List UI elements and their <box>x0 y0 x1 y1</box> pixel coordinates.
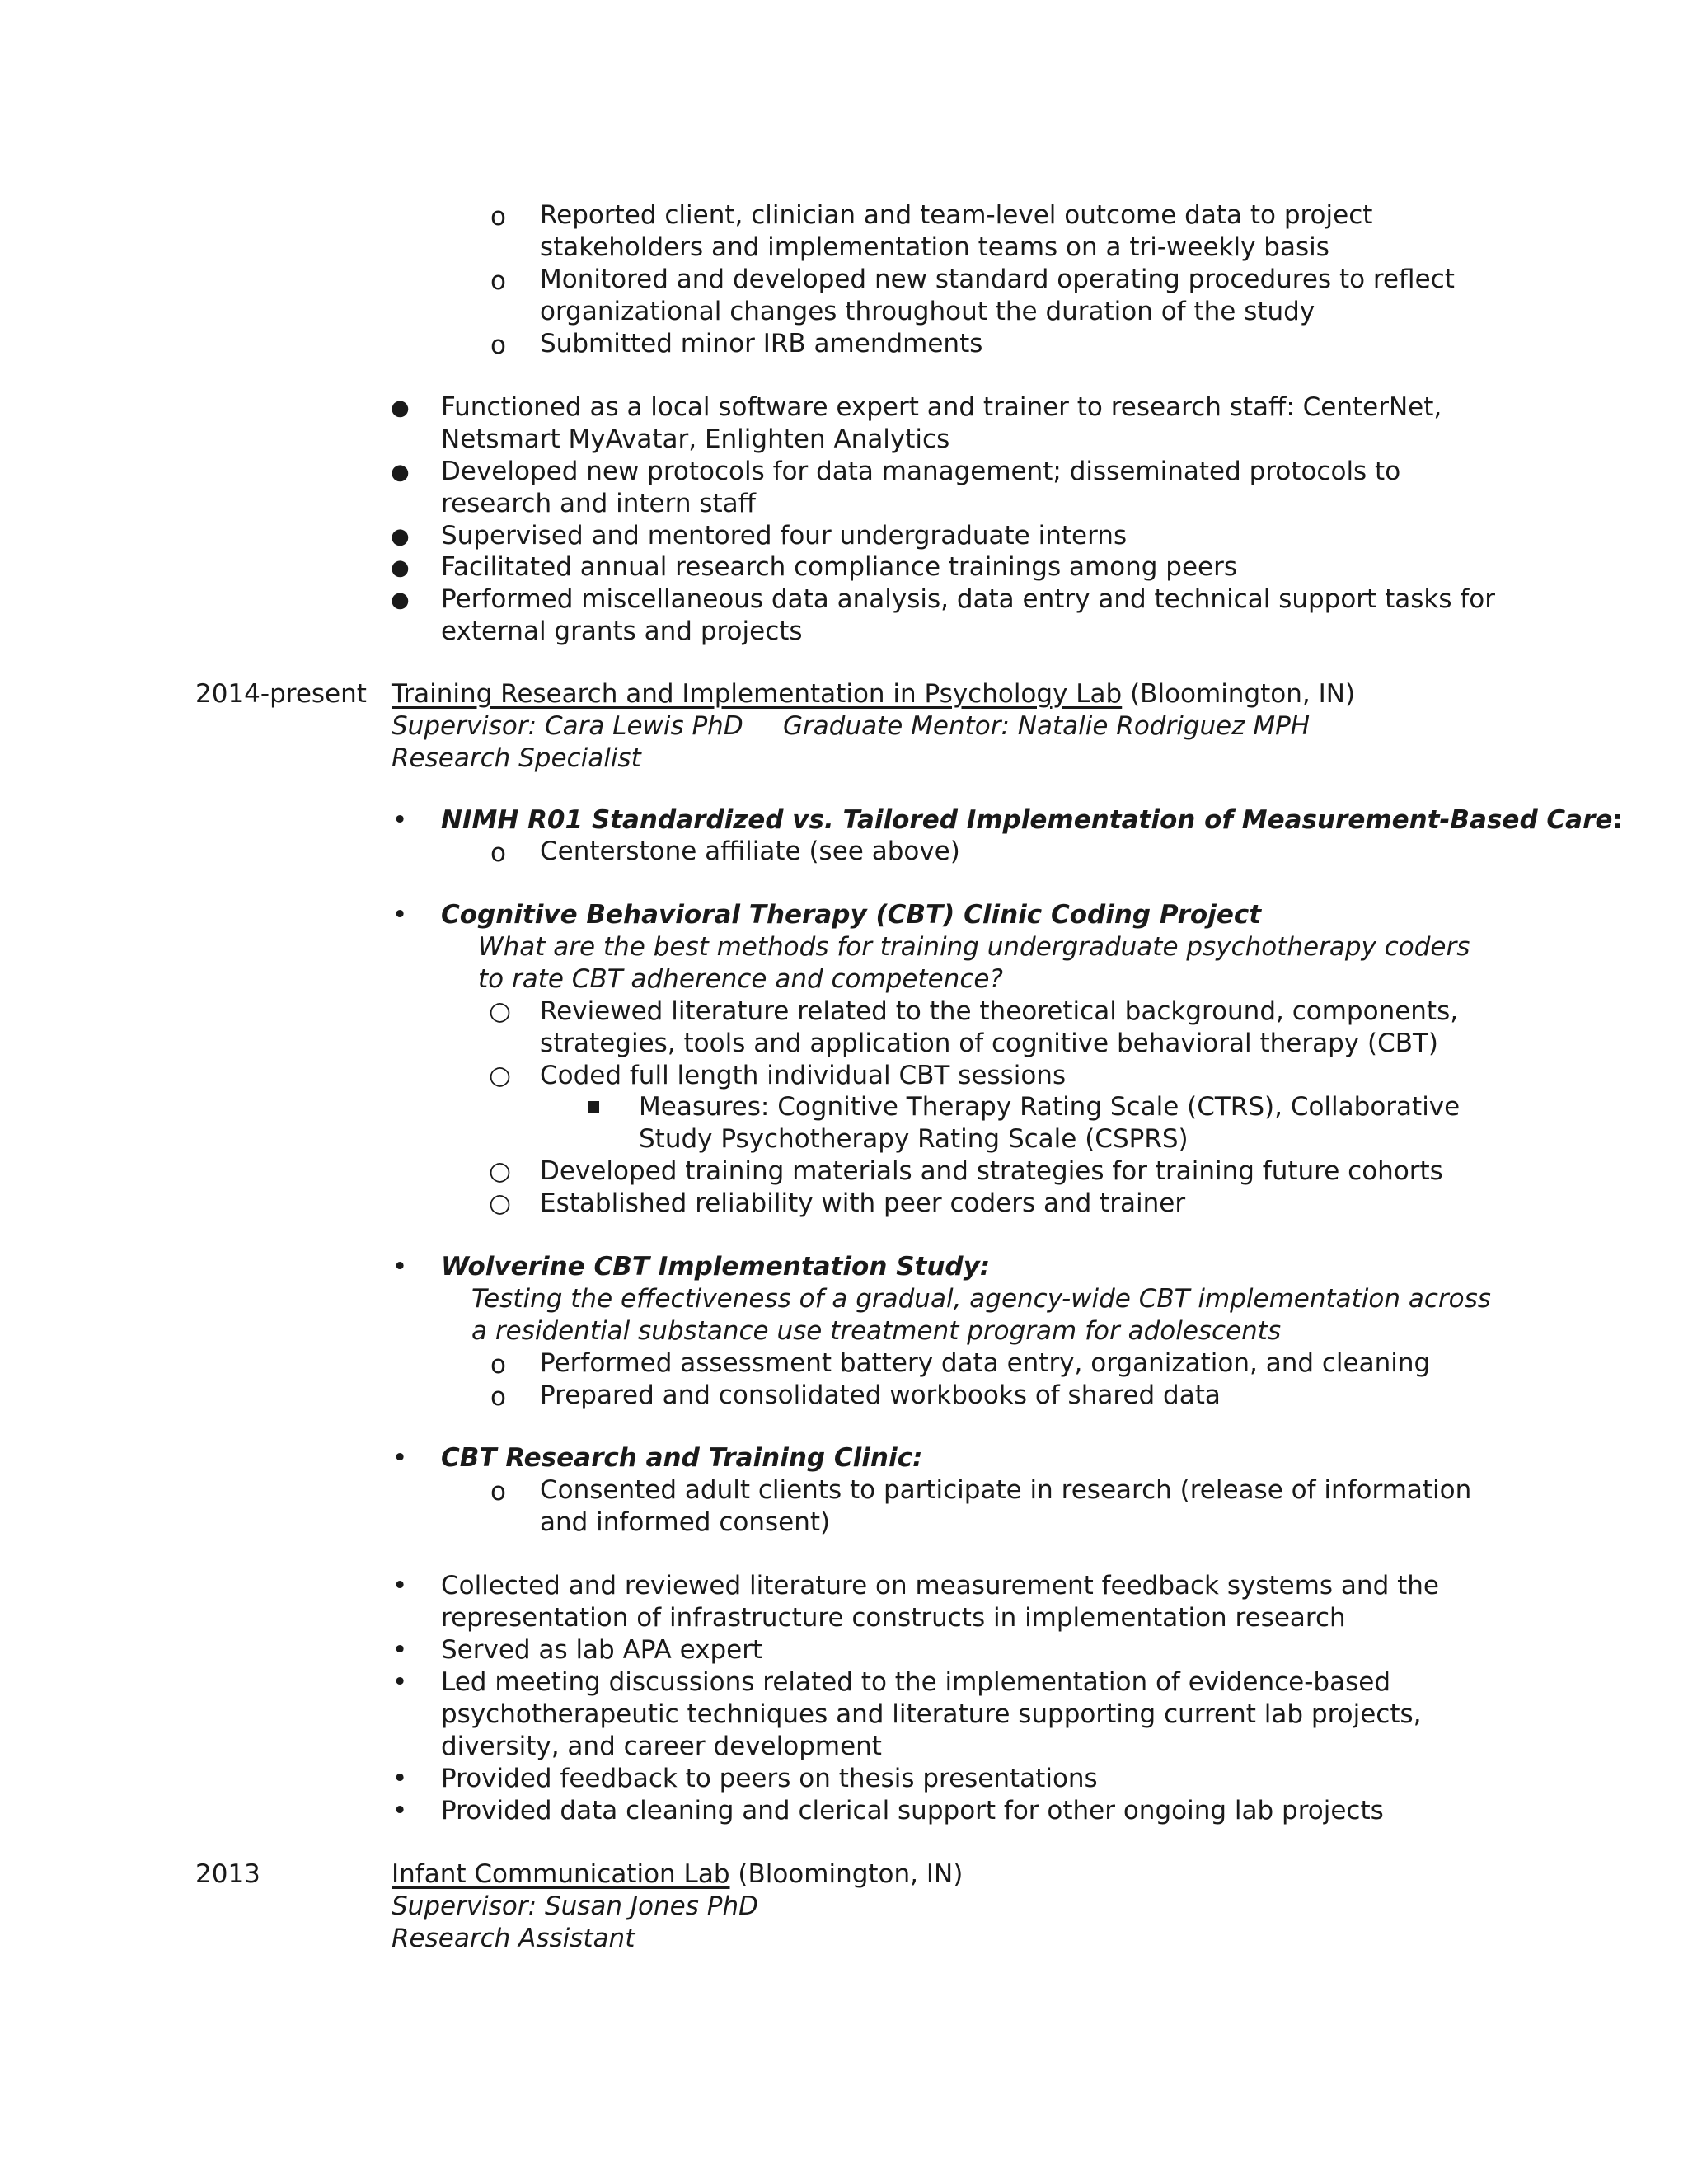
project-title: Wolverine CBT Implementation Study: <box>441 1252 991 1282</box>
sub-bullet-marker: o <box>490 1477 506 1507</box>
sub-bullet-text: and informed consent) <box>540 1507 831 1537</box>
sub-bullet-marker: o <box>490 202 506 232</box>
bullet-text: Developed new protocols for data management; disseminated protocols to <box>441 457 1401 486</box>
project-title: NIMH R01 Standardized vs. Tailored Implementation of Measurement-Based Care <box>441 805 1613 835</box>
sub-bullet-text: Prepared and consolidated workbooks of shared data <box>540 1380 1221 1410</box>
project-heading <box>441 804 1623 837</box>
project-question: to rate CBT adherence and competence? <box>478 964 1003 994</box>
sub-bullet-marker: ○ <box>489 1188 512 1218</box>
sub-bullet-text: Consented adult clients to participate in research (release of information <box>540 1475 1472 1505</box>
project-title-colon: : <box>1612 805 1623 835</box>
sub-bullet-text: strategies, tools and application of cognitive behavioral therapy (CBT) <box>540 1029 1439 1058</box>
measures-text: Study Psychotherapy Rating Scale (CSPRS) <box>639 1124 1189 1154</box>
project-title: Cognitive Behavioral Therapy (CBT) Clinic Coding Project <box>441 900 1262 930</box>
sub-bullet-marker: ○ <box>489 1156 512 1186</box>
sub-bullet-text: Reported client, clinician and team-level outcome data to project <box>540 200 1373 230</box>
bullet-marker: ● <box>391 524 410 549</box>
bullet-marker: • <box>392 1443 408 1473</box>
bullet-marker: • <box>392 1252 408 1282</box>
entry-date: 2014-present <box>195 679 367 709</box>
bullet-marker: • <box>392 1571 408 1601</box>
bullet-text: Served as lab APA expert <box>441 1635 763 1665</box>
bullet-text: diversity, and career development <box>441 1732 882 1761</box>
bullet-marker: • <box>392 1764 408 1793</box>
project-description: Testing the effectiveness of a gradual, agency-wide CBT implementation across <box>471 1284 1491 1314</box>
bullet-text: Provided feedback to peers on thesis presentations <box>441 1764 1098 1793</box>
bullet-text: psychotherapeutic techniques and literature supporting current lab projects, <box>441 1699 1422 1729</box>
bullet-text: Supervised and mentored four undergraduate interns <box>441 521 1128 551</box>
bullet-marker: • <box>392 1796 408 1825</box>
bullet-marker: ● <box>391 396 410 420</box>
sub-bullet-text: stakeholders and implementation teams on a tri-weekly basis <box>540 232 1329 262</box>
bullet-marker: • <box>392 900 408 930</box>
bullet-text: Led meeting discussions related to the implementation of evidence-based <box>441 1667 1391 1697</box>
bullet-text: Provided data cleaning and clerical support for other ongoing lab projects <box>441 1796 1384 1825</box>
bullet-marker: ● <box>391 460 410 485</box>
bullet-text: Functioned as a local software expert and trainer to research staff: CenterNet, <box>441 392 1442 422</box>
org-location: (Bloomington, IN) <box>729 1859 964 1889</box>
sub-bullet-text: Established reliability with peer coders and trainer <box>540 1188 1186 1218</box>
org-name: Training Research and Implementation in Psychology Lab <box>392 679 1123 709</box>
sub-bullet-marker: ○ <box>489 996 512 1026</box>
sub-bullet-marker: o <box>490 838 506 868</box>
bullet-text: representation of infrastructure constructs in implementation research <box>441 1603 1346 1633</box>
measures-text: Measures: Cognitive Therapy Rating Scale (CTRS), Collaborative <box>639 1092 1461 1122</box>
sub-bullet-marker: o <box>490 266 506 296</box>
project-description: a residential substance use treatment program for adolescents <box>471 1316 1282 1346</box>
org-location: (Bloomington, IN) <box>1122 679 1356 709</box>
bullet-marker: • <box>392 1667 408 1697</box>
project-question: What are the best methods for training undergraduate psychotherapy coders <box>478 932 1470 962</box>
bullet-marker: • <box>392 805 408 835</box>
sub-bullet-marker: o <box>490 1382 506 1412</box>
supervisor: Supervisor: Cara Lewis PhD <box>392 711 743 741</box>
bullet-marker: ● <box>391 588 410 612</box>
bullet-text: Performed miscellaneous data analysis, data entry and technical support tasks for <box>441 584 1495 614</box>
role-title: Research Specialist <box>392 743 641 773</box>
sub-bullet-marker: o <box>490 330 506 360</box>
entry-heading <box>392 678 1355 710</box>
sub-bullet-text: Performed assessment battery data entry, organization, and cleaning <box>540 1348 1431 1378</box>
role-title: Research Assistant <box>392 1924 635 1953</box>
sub-bullet-text: organizational changes throughout the duration of the study <box>540 297 1315 326</box>
bullet-marker: • <box>392 1635 408 1665</box>
sub-bullet-text: Developed training materials and strategies for training future cohorts <box>540 1156 1443 1186</box>
sub-bullet-marker: o <box>490 1350 506 1380</box>
org-name: Infant Communication Lab <box>392 1859 730 1889</box>
entry-date: 2013 <box>195 1859 260 1889</box>
sub-bullet-text: Centerstone affiliate (see above) <box>540 837 960 866</box>
sub-bullet-text: Coded full length individual CBT sessions <box>540 1061 1067 1090</box>
sub-bullet-text: Reviewed literature related to the theoretical background, components, <box>540 996 1459 1026</box>
sub-bullet-marker: ○ <box>489 1061 512 1090</box>
entry-heading <box>392 1858 963 1891</box>
sub-bullet-text: Monitored and developed new standard operating procedures to reflect <box>540 265 1455 294</box>
supervisor: Supervisor: Susan Jones PhD <box>392 1891 758 1921</box>
bullet-text: Collected and reviewed literature on measurement feedback systems and the <box>441 1571 1439 1601</box>
sub-bullet-text: Submitted minor IRB amendments <box>540 329 983 359</box>
bullet-text: Facilitated annual research compliance trainings among peers <box>441 552 1238 582</box>
graduate-mentor: Graduate Mentor: Natalie Rodriguez MPH <box>783 711 1311 741</box>
bullet-text: Netsmart MyAvatar, Enlighten Analytics <box>441 424 950 454</box>
square-bullet-marker <box>588 1101 599 1113</box>
bullet-marker: ● <box>391 555 410 580</box>
bullet-text: external grants and projects <box>441 616 803 646</box>
bullet-text: research and intern staff <box>441 489 756 518</box>
project-title: CBT Research and Training Clinic: <box>441 1443 923 1473</box>
